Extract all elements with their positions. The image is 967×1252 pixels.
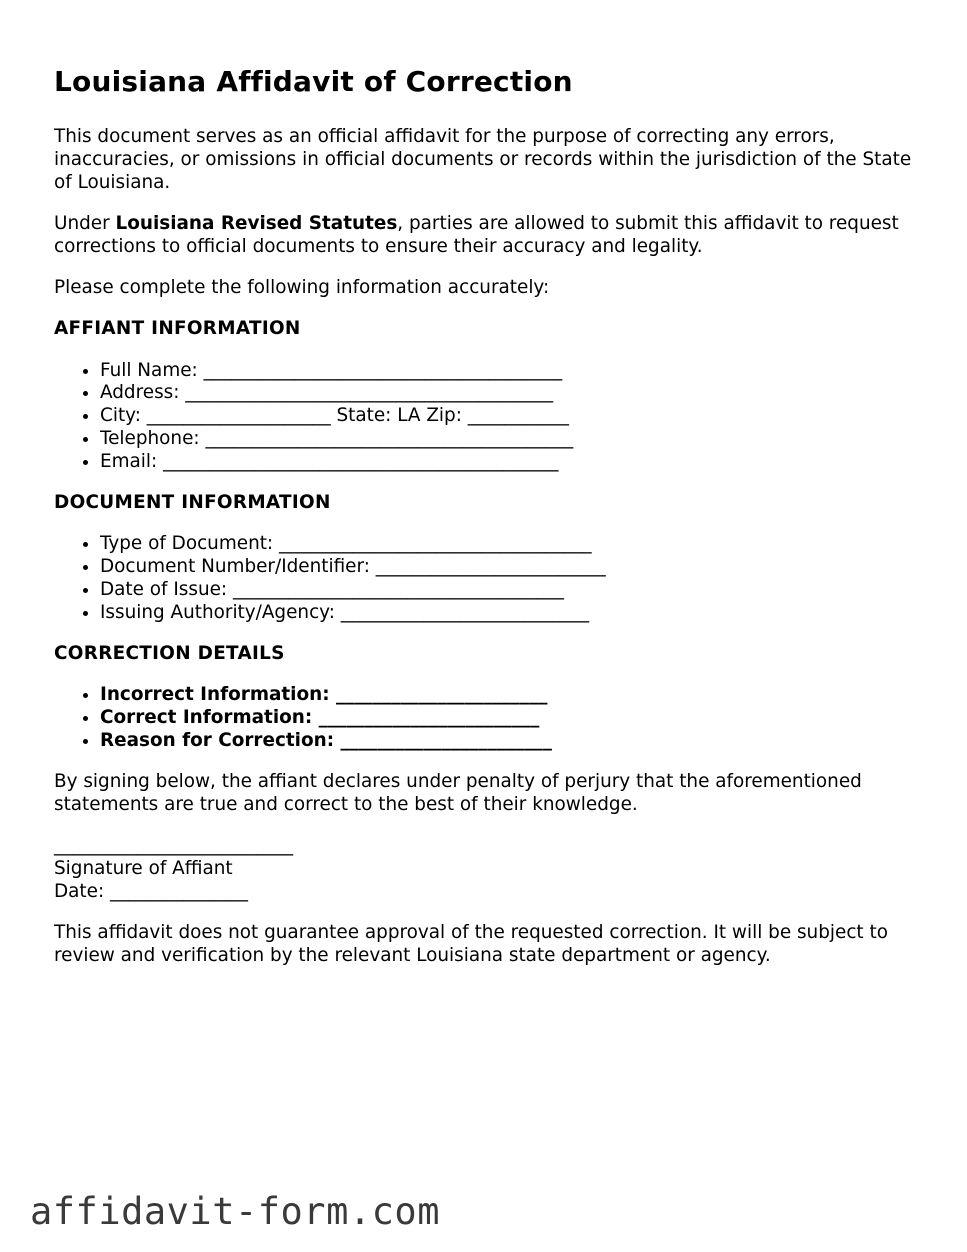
affiant-telephone-field[interactable]: • Telephone: ________________________________________ [100, 428, 924, 451]
disclaimer-paragraph: This affidavit does not guarantee approval of the requested correction. It will be subject to review and verification by the relevant Louisiana state department or agency. [54, 922, 888, 967]
signature-line[interactable]: __________________________ [54, 835, 294, 857]
affiant-city-state-zip-field[interactable]: • City: ____________________ State: LA Zip: ___________ [100, 405, 924, 428]
statute-paragraph [54, 213, 924, 259]
date-field[interactable]: Date: _______________ [54, 880, 248, 902]
document-date-field[interactable]: • Date of Issue: ____________________________________ [100, 579, 924, 602]
affiant-address-field[interactable]: • Address: ________________________________________ [100, 382, 924, 405]
document-page [54, 62, 924, 986]
instruction-text: Please complete the following information accurately: [54, 276, 550, 298]
intro-paragraph: This document serves as an official affidavit for the purpose of correcting any errors, inaccuracies, or omissions in official documents or records within the jurisdiction of the State of Louisiana. [54, 126, 912, 193]
declaration-paragraph: By signing below, the affiant declares under penalty of perjury that the aforementioned statements are true and correct to the best of their knowledge. [54, 771, 862, 816]
affiant-heading: AFFIANT INFORMATION [54, 318, 301, 340]
affiant-full-name-field[interactable]: • Full Name: _______________________________________ [100, 360, 924, 383]
correct-information-field[interactable]: • Correct Information: ________________________ [100, 707, 924, 730]
site-watermark: affidavit-form.com [30, 1190, 440, 1233]
affiant-list [54, 360, 924, 474]
document-type-field[interactable]: • Type of Document: __________________________________ [100, 533, 924, 556]
document-list [54, 533, 924, 624]
document-number-field[interactable]: • Document Number/Identifier: _________________________ [100, 556, 924, 579]
affiant-email-field[interactable]: • Email: ___________________________________________ [100, 451, 924, 474]
statute-suffix: , parties are allowed to submit this affidavit to request corrections to official documents to ensure their accuracy and legality. [54, 212, 899, 257]
signature-label: Signature of Affiant [54, 858, 233, 880]
document-authority-field[interactable]: • Issuing Authority/Agency: ___________________________ [100, 602, 924, 625]
reason-for-correction-field[interactable]: • Reason for Correction: _______________________ [100, 730, 924, 753]
statute-prefix: Under [54, 212, 116, 234]
statute-name: Louisiana Revised Statutes [115, 212, 398, 234]
correction-heading: CORRECTION DETAILS [54, 643, 285, 665]
page-title: Louisiana Affidavit of Correction [54, 65, 573, 98]
correction-list [54, 684, 924, 752]
incorrect-information-field[interactable]: • Incorrect Information: _______________________ [100, 684, 924, 707]
document-heading: DOCUMENT INFORMATION [54, 492, 331, 514]
signature-block [54, 835, 924, 881]
